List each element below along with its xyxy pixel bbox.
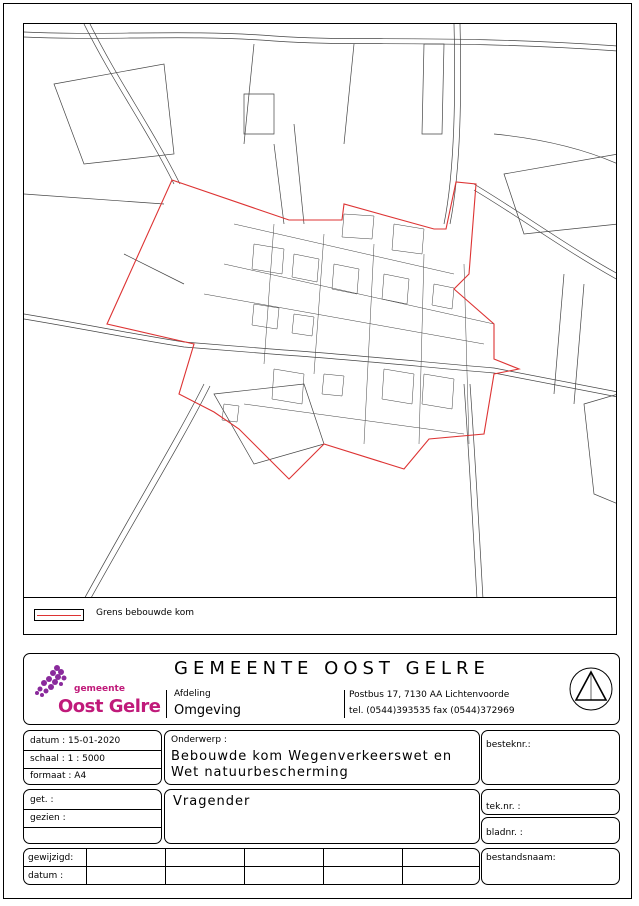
revision-box: [23, 848, 480, 885]
bebouwde-kom-boundary: [107, 180, 519, 479]
divider: [24, 809, 161, 810]
bestandsnaam-label: bestandsnaam:: [486, 853, 556, 863]
ne-road: [474, 184, 617, 274]
besteknr-label: besteknr.:: [486, 740, 531, 750]
divider: [166, 690, 167, 718]
legend-label: Grens bebouwde kom: [96, 608, 195, 618]
divider: [344, 690, 345, 718]
onderwerp-line1: Bebouwde kom Wegenverkeerswet en: [171, 749, 453, 764]
onderwerp-label: Onderwerp :: [171, 735, 227, 745]
divider: [402, 849, 403, 884]
map-frame[interactable]: [23, 23, 617, 635]
divider: [244, 849, 245, 884]
onderwerp-box: [164, 730, 480, 785]
bladnr-box: [481, 817, 620, 844]
title-block-header: [23, 653, 620, 725]
main-road-parallel: [24, 319, 617, 397]
title-text: GEMEENTE OOST GELRE: [174, 658, 490, 679]
gewijzigd-label: gewijzigd:: [28, 853, 74, 863]
onderwerp-line2: Wet natuurbescherming: [171, 765, 349, 780]
north-road-west: [84, 24, 174, 184]
formaat-text: formaat : A4: [30, 771, 87, 781]
vragender-box: [164, 789, 480, 844]
phone-text: tel. (0544)393535 fax (0544)372969: [349, 706, 515, 716]
divider: [323, 849, 324, 884]
approval-left-box: [23, 789, 162, 844]
butterfly-logo-icon: [31, 662, 73, 700]
map-drawing[interactable]: [24, 24, 617, 635]
divider: [24, 827, 161, 828]
teknr-label: tek.nr. :: [486, 802, 521, 812]
divider: [24, 750, 161, 751]
brand-small-text: gemeente: [74, 684, 125, 694]
legend-swatch-boundary: [34, 609, 84, 621]
divider: [24, 768, 161, 769]
besteknr-box: [481, 730, 620, 785]
datum-text: datum : 15-01-2020: [30, 736, 121, 746]
brand-name: Oost Gelre: [58, 696, 161, 717]
map-legend: [24, 597, 616, 634]
afdeling-label: Afdeling: [174, 689, 211, 699]
bladnr-label: bladnr. :: [486, 828, 523, 838]
divider: [165, 849, 166, 884]
revision-datum-label: datum :: [28, 871, 64, 881]
gezien-text: gezien :: [30, 813, 66, 823]
vragender-text: Vragender: [173, 794, 251, 809]
afdeling-value: Omgeving: [174, 703, 241, 718]
get-text: get. :: [30, 795, 54, 805]
bestandsnaam-box: [481, 848, 620, 885]
address-text: Postbus 17, 7130 AA Lichtenvoorde: [349, 690, 510, 700]
info-left-box: [23, 730, 162, 785]
north-arrow-icon: [568, 666, 614, 712]
teknr-box: [481, 789, 620, 815]
schaal-text: schaal : 1 : 5000: [30, 754, 106, 764]
top-road: [24, 32, 617, 46]
east-field-road: [494, 134, 617, 164]
divider: [86, 849, 87, 884]
divider: [24, 866, 479, 867]
